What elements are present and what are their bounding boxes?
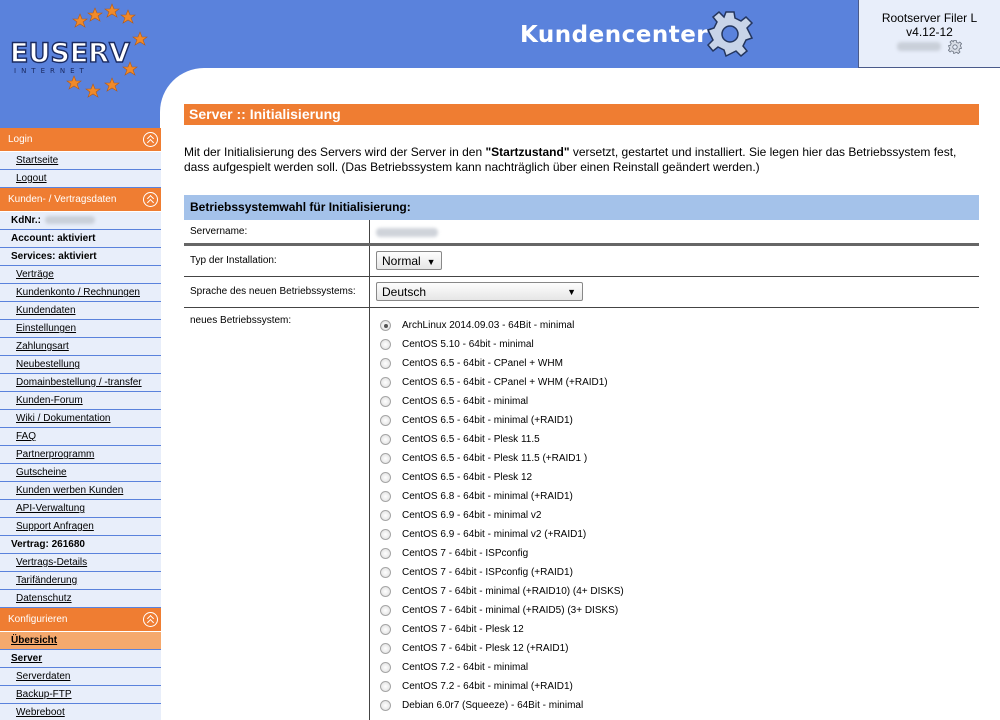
os-option-label: CentOS 7.2 - 64bit - minimal	[402, 662, 529, 673]
sidebar-item-einstellungen[interactable]	[0, 320, 161, 338]
radio-button[interactable]	[380, 377, 391, 388]
server-name: Rootserver Filer L	[881, 11, 978, 25]
sidebar-link[interactable]: Vertrags-Details	[16, 557, 88, 568]
sidebar-item-kundendaten[interactable]	[0, 302, 161, 320]
install-type-row	[184, 246, 979, 277]
dropdown-arrow-icon: ▼	[426, 257, 436, 267]
os-option-label: CentOS 6.8 - 64bit - minimal (+RAID1)	[402, 491, 573, 502]
os-option-label: CentOS 6.9 - 64bit - minimal v2 (+RAID1)	[402, 529, 587, 540]
header-title: Kundencenter	[520, 22, 709, 48]
os-option-label: CentOS 6.5 - 64bit - Plesk 12	[402, 472, 533, 483]
servername-label: Servername:	[184, 220, 370, 243]
sidebar-link[interactable]: Support Anfragen	[16, 521, 94, 532]
sidebar-link[interactable]: Kunden werben Kunden	[16, 485, 124, 496]
os-option[interactable]	[376, 354, 979, 373]
sidebar-item-vertraege[interactable]	[0, 266, 161, 284]
os-option[interactable]	[376, 487, 979, 506]
os-option[interactable]	[376, 525, 979, 544]
collapse-icon[interactable]	[143, 192, 158, 207]
euserv-logo[interactable]	[0, 0, 160, 128]
sidebar-item-datenschutz[interactable]	[0, 590, 161, 608]
radio-button[interactable]	[380, 586, 391, 597]
os-option[interactable]	[376, 696, 979, 715]
radio-button[interactable]	[380, 605, 391, 616]
sidebar-item-vertrags-details[interactable]	[0, 554, 161, 572]
server-info-box	[858, 0, 1000, 68]
install-type-selected: Normal	[382, 254, 421, 268]
radio-button[interactable]	[380, 415, 391, 426]
sidebar-item-kundenkonto[interactable]	[0, 284, 161, 302]
sidebar-section-label: Login	[8, 134, 33, 145]
os-option-label: CentOS 5.10 - 64bit - minimal	[402, 339, 534, 350]
main-content	[184, 104, 979, 720]
radio-button[interactable]	[380, 548, 391, 559]
os-option-list	[370, 308, 979, 720]
sidebar-item-kunden-werben-kunden[interactable]	[0, 482, 161, 500]
os-selection-form	[184, 195, 979, 720]
sidebar-link[interactable]: Partnerprogramm	[16, 449, 95, 460]
os-option[interactable]	[376, 316, 979, 335]
os-option[interactable]	[376, 544, 979, 563]
sidebar-item-backup-ftp[interactable]	[0, 686, 161, 704]
sidebar-item-support-anfragen[interactable]	[0, 518, 161, 536]
os-option-label: CentOS 6.9 - 64bit - minimal v2	[402, 510, 542, 521]
servername-row	[184, 220, 979, 246]
os-option[interactable]	[376, 658, 979, 677]
sidebar-item-kunden-forum[interactable]	[0, 392, 161, 410]
sidebar-item-neubestellung[interactable]	[0, 356, 161, 374]
sidebar-contract-number: Vertrag: 261680	[0, 536, 161, 554]
collapse-icon[interactable]	[143, 612, 158, 627]
logo-text: EUSERV	[10, 38, 130, 69]
sidebar-item-webreboot[interactable]	[0, 704, 161, 720]
intro-text-emphasis: "Startzustand"	[485, 145, 570, 159]
redacted-servername	[376, 228, 438, 237]
radio-button[interactable]	[380, 434, 391, 445]
sidebar-link[interactable]: Server	[11, 653, 43, 664]
os-option[interactable]	[376, 430, 979, 449]
intro-text-part: versetzt, gestartet und installiert. Sie legen hier das Betriebssystem fest, dass aufgespielt werden soll. (Das Betriebssystem kann nachträglich über einen Reinstall geändert werden.)	[184, 145, 957, 174]
os-option-label: CentOS 6.5 - 64bit - Plesk 11.5	[402, 434, 540, 445]
radio-button[interactable]	[380, 567, 391, 578]
sidebar-link[interactable]: Neubestellung	[16, 359, 80, 370]
sidebar-section-kunden-vertragsdaten[interactable]	[0, 188, 161, 212]
sidebar-services-status: Services: aktiviert	[0, 248, 161, 266]
sidebar-item-domainbestellung[interactable]	[0, 374, 161, 392]
radio-button[interactable]	[380, 320, 391, 331]
os-option[interactable]	[376, 506, 979, 525]
sidebar-item-serverdaten[interactable]	[0, 668, 161, 686]
os-option[interactable]	[376, 582, 979, 601]
sidebar-item-uebersicht[interactable]	[0, 632, 161, 650]
logo-subtext: INTERNET	[14, 67, 89, 75]
page-title: Server :: Initialisierung	[184, 104, 979, 125]
os-option[interactable]	[376, 392, 979, 411]
os-option-label: CentOS 7 - 64bit - Plesk 12	[402, 624, 524, 635]
gear-icon	[706, 10, 754, 58]
collapse-icon[interactable]	[143, 132, 158, 147]
dropdown-arrow-icon: ▼	[567, 287, 576, 297]
language-label: Sprache des neuen Betriebssystems:	[184, 277, 370, 307]
os-label: neues Betriebssystem:	[184, 308, 370, 720]
os-option-label: CentOS 6.5 - 64bit - minimal (+RAID1)	[402, 415, 573, 426]
servername-value	[370, 220, 979, 243]
sidebar-link[interactable]: Backup-FTP	[16, 689, 72, 700]
sidebar-section-konfigurieren[interactable]	[0, 608, 161, 632]
os-row	[184, 308, 979, 720]
install-type-label: Typ der Installation:	[184, 246, 370, 276]
radio-button[interactable]	[380, 700, 391, 711]
sidebar-link[interactable]: Datenschutz	[16, 593, 72, 604]
form-title: Betriebssystemwahl für Initialisierung:	[184, 195, 979, 220]
language-value-cell	[370, 277, 979, 307]
sidebar-link[interactable]: FAQ	[16, 431, 37, 442]
radio-button[interactable]	[380, 491, 391, 502]
radio-button[interactable]	[380, 358, 391, 369]
intro-text	[184, 145, 979, 175]
radio-button[interactable]	[380, 396, 391, 407]
sidebar	[0, 128, 161, 720]
os-option-label: CentOS 6.5 - 64bit - minimal	[402, 396, 529, 407]
os-option[interactable]	[376, 468, 979, 487]
radio-button[interactable]	[380, 624, 391, 635]
intro-text-part: Mit der Initialisierung des Servers wird der Server in den	[184, 145, 486, 159]
sidebar-link[interactable]: Verträge	[16, 269, 54, 280]
language-select[interactable]	[376, 282, 583, 301]
sidebar-link[interactable]: Kunden-Forum	[16, 395, 83, 406]
redacted-customer-number	[45, 216, 95, 224]
sidebar-link[interactable]: Serverdaten	[16, 671, 71, 682]
sidebar-item-startseite[interactable]	[0, 152, 161, 170]
os-option[interactable]	[376, 411, 979, 430]
language-selected: Deutsch	[382, 285, 427, 299]
sidebar-item-zahlungsart[interactable]	[0, 338, 161, 356]
sidebar-link[interactable]: Zahlungsart	[16, 341, 69, 352]
customer-number-label: KdNr.:	[11, 215, 41, 226]
radio-button[interactable]	[380, 453, 391, 464]
sidebar-section-label: Kunden- / Vertragsdaten	[8, 194, 117, 205]
sidebar-link[interactable]: Tarifänderung	[16, 575, 78, 586]
sidebar-item-api-verwaltung[interactable]	[0, 500, 161, 518]
os-option-label: CentOS 6.5 - 64bit - Plesk 11.5 (+RAID1 )	[402, 453, 588, 464]
sidebar-item-wiki[interactable]	[0, 410, 161, 428]
radio-button[interactable]	[380, 681, 391, 692]
install-type-value-cell	[370, 246, 979, 276]
server-version: v4.12-12	[906, 25, 953, 39]
os-option-label: CentOS 7 - 64bit - Plesk 12 (+RAID1)	[402, 643, 569, 654]
radio-button[interactable]	[380, 643, 391, 654]
os-option[interactable]	[376, 563, 979, 582]
redacted-server-id	[897, 42, 941, 51]
sidebar-item-partnerprogramm[interactable]	[0, 446, 161, 464]
os-option-label: CentOS 7.2 - 64bit - minimal (+RAID1)	[402, 681, 573, 692]
os-option[interactable]	[376, 639, 979, 658]
os-option-label: CentOS 7 - 64bit - minimal (+RAID5) (3+ DISKS)	[402, 605, 619, 616]
os-option-label: ArchLinux 2014.09.03 - 64Bit - minimal	[402, 320, 575, 331]
os-option[interactable]	[376, 620, 979, 639]
os-option-label: CentOS 7 - 64bit - minimal (+RAID10) (4+ DISKS)	[402, 586, 624, 597]
sidebar-item-logout[interactable]	[0, 170, 161, 188]
sidebar-link[interactable]: Startseite	[16, 155, 59, 166]
sidebar-account-status: Account: aktiviert	[0, 230, 161, 248]
os-option-label: Debian 6.0r7 (Squeeze) - 64Bit - minimal	[402, 700, 584, 711]
radio-button[interactable]	[380, 339, 391, 350]
sidebar-link[interactable]: Wiki / Dokumentation	[16, 413, 111, 424]
sidebar-link[interactable]: API-Verwaltung	[16, 503, 85, 514]
radio-button[interactable]	[380, 529, 391, 540]
sidebar-link[interactable]: Kundenkonto / Rechnungen	[16, 287, 140, 298]
sidebar-link[interactable]: Webreboot	[16, 707, 65, 718]
sidebar-link[interactable]: Kundendaten	[16, 305, 76, 316]
sidebar-link[interactable]: Logout	[16, 173, 47, 184]
sidebar-item-tarifaenderung[interactable]	[0, 572, 161, 590]
sidebar-link[interactable]: Einstellungen	[16, 323, 77, 334]
os-option[interactable]	[376, 449, 979, 468]
os-option[interactable]	[376, 601, 979, 620]
os-option-label: CentOS 6.5 - 64bit - CPanel + WHM	[402, 358, 563, 369]
settings-gear-icon[interactable]	[948, 40, 962, 54]
os-option-label: CentOS 7 - 64bit - ISPconfig	[402, 548, 529, 559]
sidebar-item-faq[interactable]	[0, 428, 161, 446]
sidebar-link[interactable]: Domainbestellung / -transfer	[16, 377, 142, 388]
os-option-label: CentOS 7 - 64bit - ISPconfig (+RAID1)	[402, 567, 573, 578]
install-type-select[interactable]	[376, 251, 442, 270]
os-option[interactable]	[376, 677, 979, 696]
radio-button[interactable]	[380, 472, 391, 483]
sidebar-section-label: Konfigurieren	[8, 614, 68, 625]
os-option-label: CentOS 6.5 - 64bit - CPanel + WHM (+RAID1)	[402, 377, 608, 388]
sidebar-link[interactable]: Übersicht	[11, 635, 58, 646]
radio-button[interactable]	[380, 662, 391, 673]
radio-button[interactable]	[380, 510, 391, 521]
sidebar-customer-number	[0, 212, 161, 230]
language-row	[184, 277, 979, 308]
sidebar-section-login[interactable]	[0, 128, 161, 152]
sidebar-item-gutscheine[interactable]	[0, 464, 161, 482]
sidebar-link[interactable]: Gutscheine	[16, 467, 67, 478]
os-option[interactable]	[376, 335, 979, 354]
sidebar-item-server[interactable]	[0, 650, 161, 668]
os-option[interactable]	[376, 373, 979, 392]
